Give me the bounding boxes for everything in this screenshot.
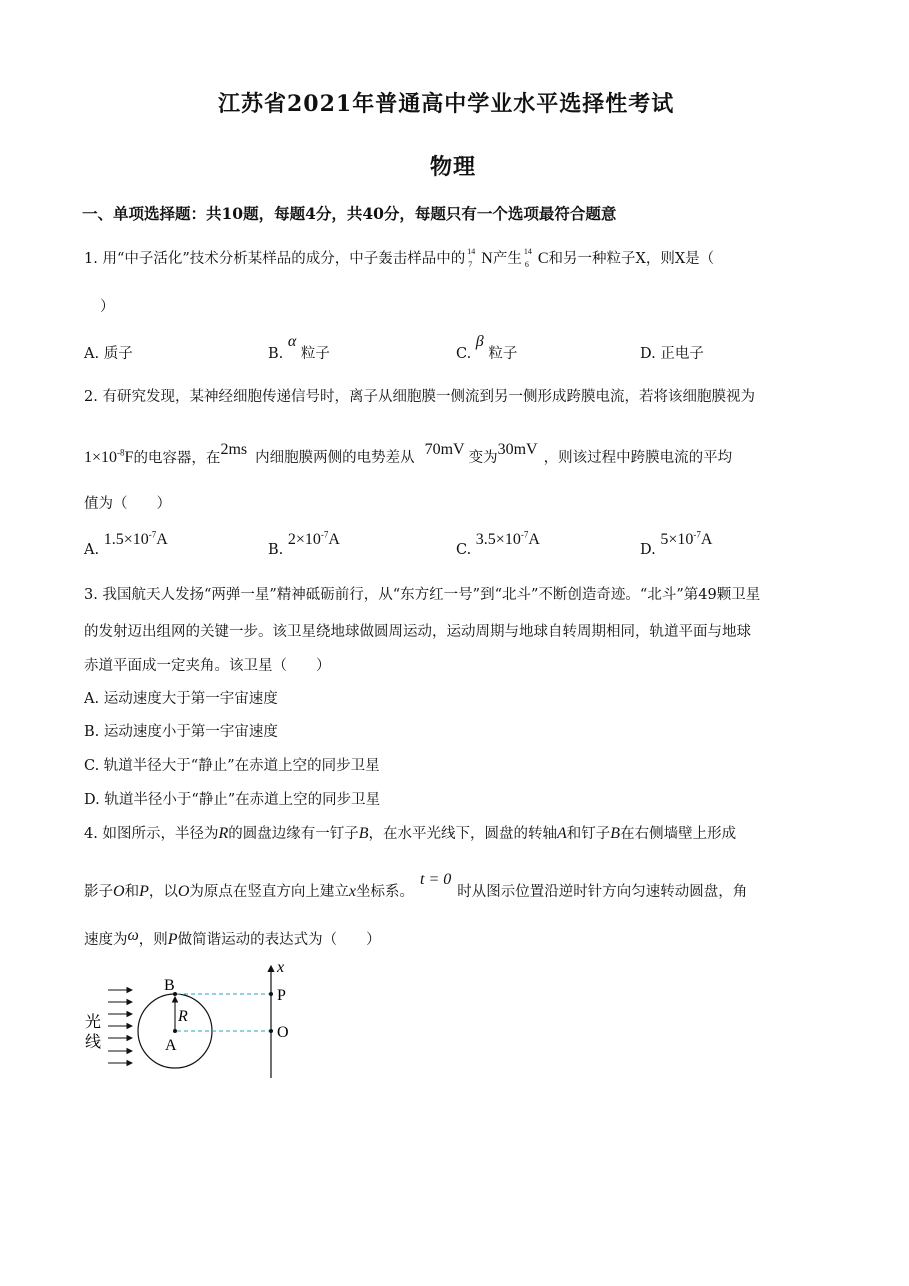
- question-3-line-1: 3. 我国航天人发扬“两弹一星”精神砥砺前行，从“东方红一号”到“北斗”不断创造奇迹。“北斗”第49颗卫星: [84, 587, 761, 603]
- light-label-2: 线: [85, 1032, 102, 1051]
- voltage-2: 30mV: [497, 441, 538, 459]
- capacitance-value: $1\times 10^{-8}F$: [84, 448, 134, 467]
- q1-option-c[interactable]: C. β 粒子: [456, 333, 518, 362]
- question-1-line-1: [84, 245, 714, 269]
- question-1-line-2: ）: [100, 299, 115, 315]
- question-3-line-3: 赤道平面成一定夹角。该卫星（ ）: [84, 658, 331, 674]
- label-r: R: [178, 1008, 188, 1025]
- label-p: P: [277, 987, 286, 1004]
- nuclide-c14: 14 6 C: [523, 247, 549, 269]
- q2-option-d[interactable]: D. $5\times 10^{-7}A$: [640, 530, 713, 559]
- q3-option-b[interactable]: B. 运动速度小于第一宇宙速度: [84, 724, 278, 740]
- q1-option-b[interactable]: B. α 粒子: [268, 333, 330, 362]
- question-3-line-2: 的发射迈出组网的关键一步。该卫星绕地球做圆周运动，运动周期与地球自转周期相同，轨道平面与地球: [84, 624, 751, 640]
- shadow-point-p: [269, 992, 273, 996]
- q2-option-c[interactable]: C. $3.5\times 10^{-7}A$: [456, 530, 540, 559]
- label-b: B: [164, 977, 175, 994]
- label-o: O: [277, 1024, 289, 1041]
- exam-title: 江苏省2021年普通高中学业水平选择性考试: [218, 91, 675, 117]
- nuclide-n14: 14 7 N: [467, 247, 493, 269]
- voltage-1: 70mV: [424, 441, 465, 459]
- q1-option-a[interactable]: A. 质子: [84, 346, 133, 362]
- question-2-line-1: 2. 有研究发现，某神经细胞传递信号时，离子从细胞膜一侧流到另一侧形成跨膜电流，若将该细胞膜视为: [84, 389, 755, 405]
- question-4-line-3: 速度为ω，则P做简谐运动的表达式为（ ）: [84, 927, 381, 948]
- shadow-point-o: [269, 1029, 273, 1033]
- light-arrows: [108, 990, 132, 1063]
- q1-text-b: 产生: [492, 251, 522, 267]
- question-4-line-1: 4. 如图所示，半径为R的圆盘边缘有一钉子B，在水平光线下，圆盘的转轴A和钉子B在右侧墙壁上形成: [84, 825, 737, 842]
- question-2-line-2: $1\times 10^{-8}F$的电容器，在2ms 内细胞膜两侧的电势差从 70mV 变为30mV ，则该过程中跨膜电流的平均: [84, 441, 733, 467]
- label-a: A: [165, 1037, 177, 1054]
- disk-shadow-diagram: [80, 958, 310, 1088]
- question-4-line-2: 影子O和P，以O为原点在竖直方向上建立x坐标系。t = 0时从图示位置沿逆时针方向匀速转动圆盘，角: [84, 871, 748, 900]
- section-heading: 一、单项选择题：共10题，每题4分，共40分，每题只有一个选项最符合题意: [82, 204, 617, 223]
- q1-text-c: 和另一种粒子X，则X是（: [548, 251, 715, 267]
- question-2-line-3: 值为（ ）: [84, 496, 171, 512]
- q1-option-d[interactable]: D. 正电子: [640, 346, 704, 362]
- subject-title: 物理: [430, 154, 477, 180]
- q3-option-a[interactable]: A. 运动速度大于第一宇宙速度: [84, 691, 278, 707]
- q3-option-d[interactable]: D. 轨道半径小于“静止”在赤道上空的同步卫星: [84, 792, 381, 808]
- time-value: 2ms: [220, 441, 248, 459]
- label-x: x: [277, 959, 285, 976]
- t-zero: t = 0: [420, 871, 452, 888]
- q2-option-a[interactable]: A. $1.5\times 10^{-7}A$: [84, 530, 168, 559]
- light-label-1: 光: [85, 1012, 102, 1031]
- q3-option-c[interactable]: C. 轨道半径大于“静止”在赤道上空的同步卫星: [84, 758, 380, 774]
- q2-option-b[interactable]: B. $2\times 10^{-7}A$: [268, 530, 340, 559]
- q1-text-a: 1. 用“中子活化”技术分析某样品的成分，中子轰击样品中的: [84, 251, 466, 267]
